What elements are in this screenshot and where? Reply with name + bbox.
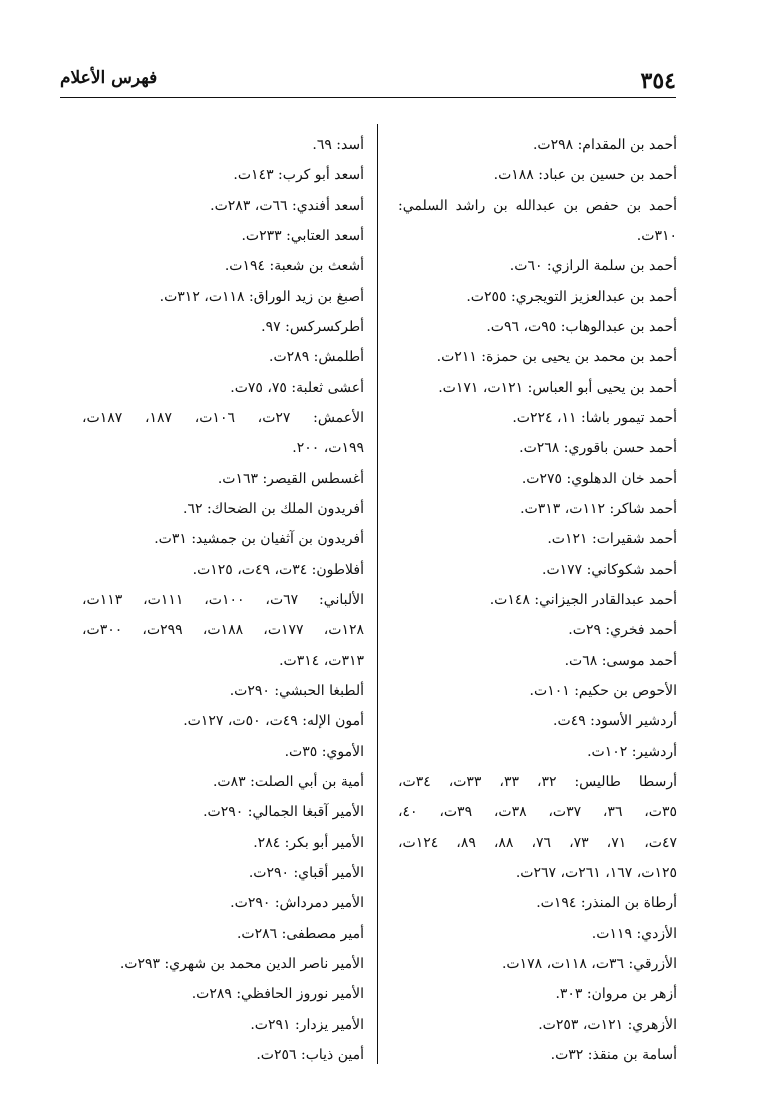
index-entry: أمير مصطفى: ٢٨٦ت. (236, 925, 364, 942)
index-entry: الأمير دمرداش: ٢٩٠ت. (230, 895, 364, 912)
index-entry: أحمد تيمور باشا: ١١، ٢٢٤ت. (512, 409, 677, 426)
index-entry: أفريدون بن آثفيان بن جمشيد: ٣١ت. (154, 531, 364, 548)
header-rule (60, 97, 676, 98)
index-entry: الأعمش: ٢٧ت، ١٠٦ت، ١٨٧، ١٨٧ت، (82, 409, 364, 426)
index-entry: أحمد بن عبدالعزيز التويجري: ٢٥٥ت. (466, 288, 677, 305)
index-entry: أحمد بن سلمة الرازي: ٦٠ت. (509, 258, 677, 275)
index-entry: أردشير: ١٠٢ت. (587, 743, 677, 760)
index-entry: أغسطس القيصر: ١٦٣ت. (217, 470, 364, 487)
page-number: ٣٥٤ (640, 68, 676, 94)
index-entry: أردشير الأسود: ٤٩ت. (553, 713, 677, 730)
index-entry: أمون الإله: ٤٩ت، ٥٠ت، ١٢٧ت. (183, 713, 364, 730)
index-entry: الألباني: ٦٧ت، ١٠٠ت، ١١١ت، ١١٣ت، (82, 591, 364, 608)
index-entry: أسعد العتابي: ٢٣٣ت. (241, 227, 364, 244)
index-entry: أحمد بن عبدالوهاب: ٩٥ت، ٩٦ت. (486, 318, 677, 335)
index-entry: أحمد شاكر: ١١٢ت، ٣١٣ت. (520, 500, 677, 517)
index-entry: أحمد بن حفص بن عبدالله بن راشد السلمي: (398, 197, 677, 214)
index-entry: أصبغ بن زيد الوراق: ١١٨ت، ٣١٢ت. (159, 288, 364, 305)
index-entry: الأمير أبو بكر: ٢٨٤. (253, 834, 364, 851)
index-entry: أفريدون الملك بن الضحاك: ٦٢. (183, 500, 364, 517)
index-entry: أحمد موسى: ٦٨ت. (564, 652, 677, 669)
index-entry: أحمد خان الدهلوي: ٢٧٥ت. (521, 470, 677, 487)
index-entry: أمية بن أبي الصلت: ٨٣ت. (212, 773, 364, 790)
index-entry: أحمد شكوكاني: ١٧٧ت. (542, 561, 677, 578)
index-entry: الأزهري: ١٢١ت، ٢٥٣ت. (538, 1016, 677, 1033)
index-entry: أحمد بن يحيى أبو العباس: ١٢١ت، ١٧١ت. (438, 379, 677, 396)
index-entry: أطركسركس: ٩٧. (261, 318, 364, 335)
index-entry: أسامة بن منقذ: ٣٢ت. (550, 1046, 677, 1063)
index-entry: ٤٧ت، ٧١، ٧٣، ٧٦، ٨٨، ٨٩، ١٢٤ت، (398, 834, 678, 851)
index-entry: أحمد عبدالقادر الجيزاني: ١٤٨ت. (489, 591, 677, 608)
index-entry: الأحوص بن حكيم: ١٠١ت. (529, 682, 677, 699)
index-entry: أفلاطون: ٣٤ت، ٤٩ت، ١٢٥ت. (192, 561, 364, 578)
index-entry: أمين ذياب: ٢٥٦ت. (256, 1046, 364, 1063)
running-title: فهرس الأعلام (60, 68, 158, 88)
index-entry: الأمير نوروز الحافظي: ٢٨٩ت. (191, 986, 364, 1003)
left-column (82, 130, 364, 1070)
index-entry: الأموي: ٣٥ت. (284, 743, 364, 760)
index-entry: أزهر بن مروان: ٣٠٣. (555, 986, 677, 1003)
index-entry: الأمير آقبغا الجمالي: ٢٩٠ت. (203, 804, 364, 821)
index-entry: الأمير أقباي: ٢٩٠ت. (248, 864, 364, 881)
index-entry: أحمد شقيرات: ١٢١ت. (547, 531, 677, 548)
index-entry: أسعد أفندي: ٦٦ت، ٢٨٣ت. (210, 197, 364, 214)
index-entry: ألطبغا الحبشي: ٢٩٠ت. (229, 682, 364, 699)
index-entry: الأمير يزدار: ٢٩١ت. (250, 1016, 364, 1033)
index-entry: أحمد بن المقدام: ٢٩٨ت. (532, 137, 677, 153)
index-entry: أسد: ٦٩. (312, 137, 364, 153)
index-entry: أشعث بن شعبة: ١٩٤ت. (224, 258, 364, 275)
right-column (398, 130, 677, 1070)
index-entry: ١٢٥ت، ١٦٧، ٢٦١ت، ٢٦٧ت. (515, 864, 677, 881)
index-entry: أحمد بن حسين بن عباد: ١٨٨ت. (493, 167, 677, 184)
index-entry: ٣١٣ت، ٣١٤ت. (279, 652, 364, 669)
index-entry: أسعد أبو كرب: ١٤٣ت. (233, 167, 364, 184)
index-entry: أرطاة بن المنذر: ١٩٤ت. (536, 895, 677, 912)
index-entry: الأمير ناصر الدين محمد بن شهري: ٢٩٣ت. (119, 955, 364, 972)
index-entry: أطلمش: ٢٨٩ت. (269, 349, 364, 366)
index-entry: ١٩٩ت، ٢٠٠. (292, 440, 364, 457)
column-divider (377, 124, 378, 1064)
index-entry: الأزدي: ١١٩ت. (591, 925, 677, 942)
index-entry: أحمد بن محمد بن يحيى بن حمزة: ٢١١ت. (436, 349, 677, 366)
index-entry: ١٢٨ت، ١٧٧ت، ١٨٨ت، ٢٩٩ت، ٣٠٠ت، (82, 622, 365, 639)
index-entry: أعشى ثعلبة: ٧٥، ٧٥ت. (230, 379, 364, 396)
index-entry: ٣١٠ت. (636, 227, 677, 244)
index-entry: الأزرقي: ٣٦ت، ١١٨ت، ١٧٨ت. (501, 955, 677, 972)
index-entry: أرسطا طاليس: ٣٢، ٣٣، ٣٣ت، ٣٤ت، (398, 773, 678, 790)
index-entry: أحمد فخري: ٢٩ت. (568, 622, 677, 639)
index-entry: أحمد حسن باقوري: ٢٦٨ت. (519, 440, 677, 457)
index-entry: ٣٥ت، ٣٦، ٣٧ت، ٣٨ت، ٣٩ت، ٤٠، (398, 804, 677, 821)
